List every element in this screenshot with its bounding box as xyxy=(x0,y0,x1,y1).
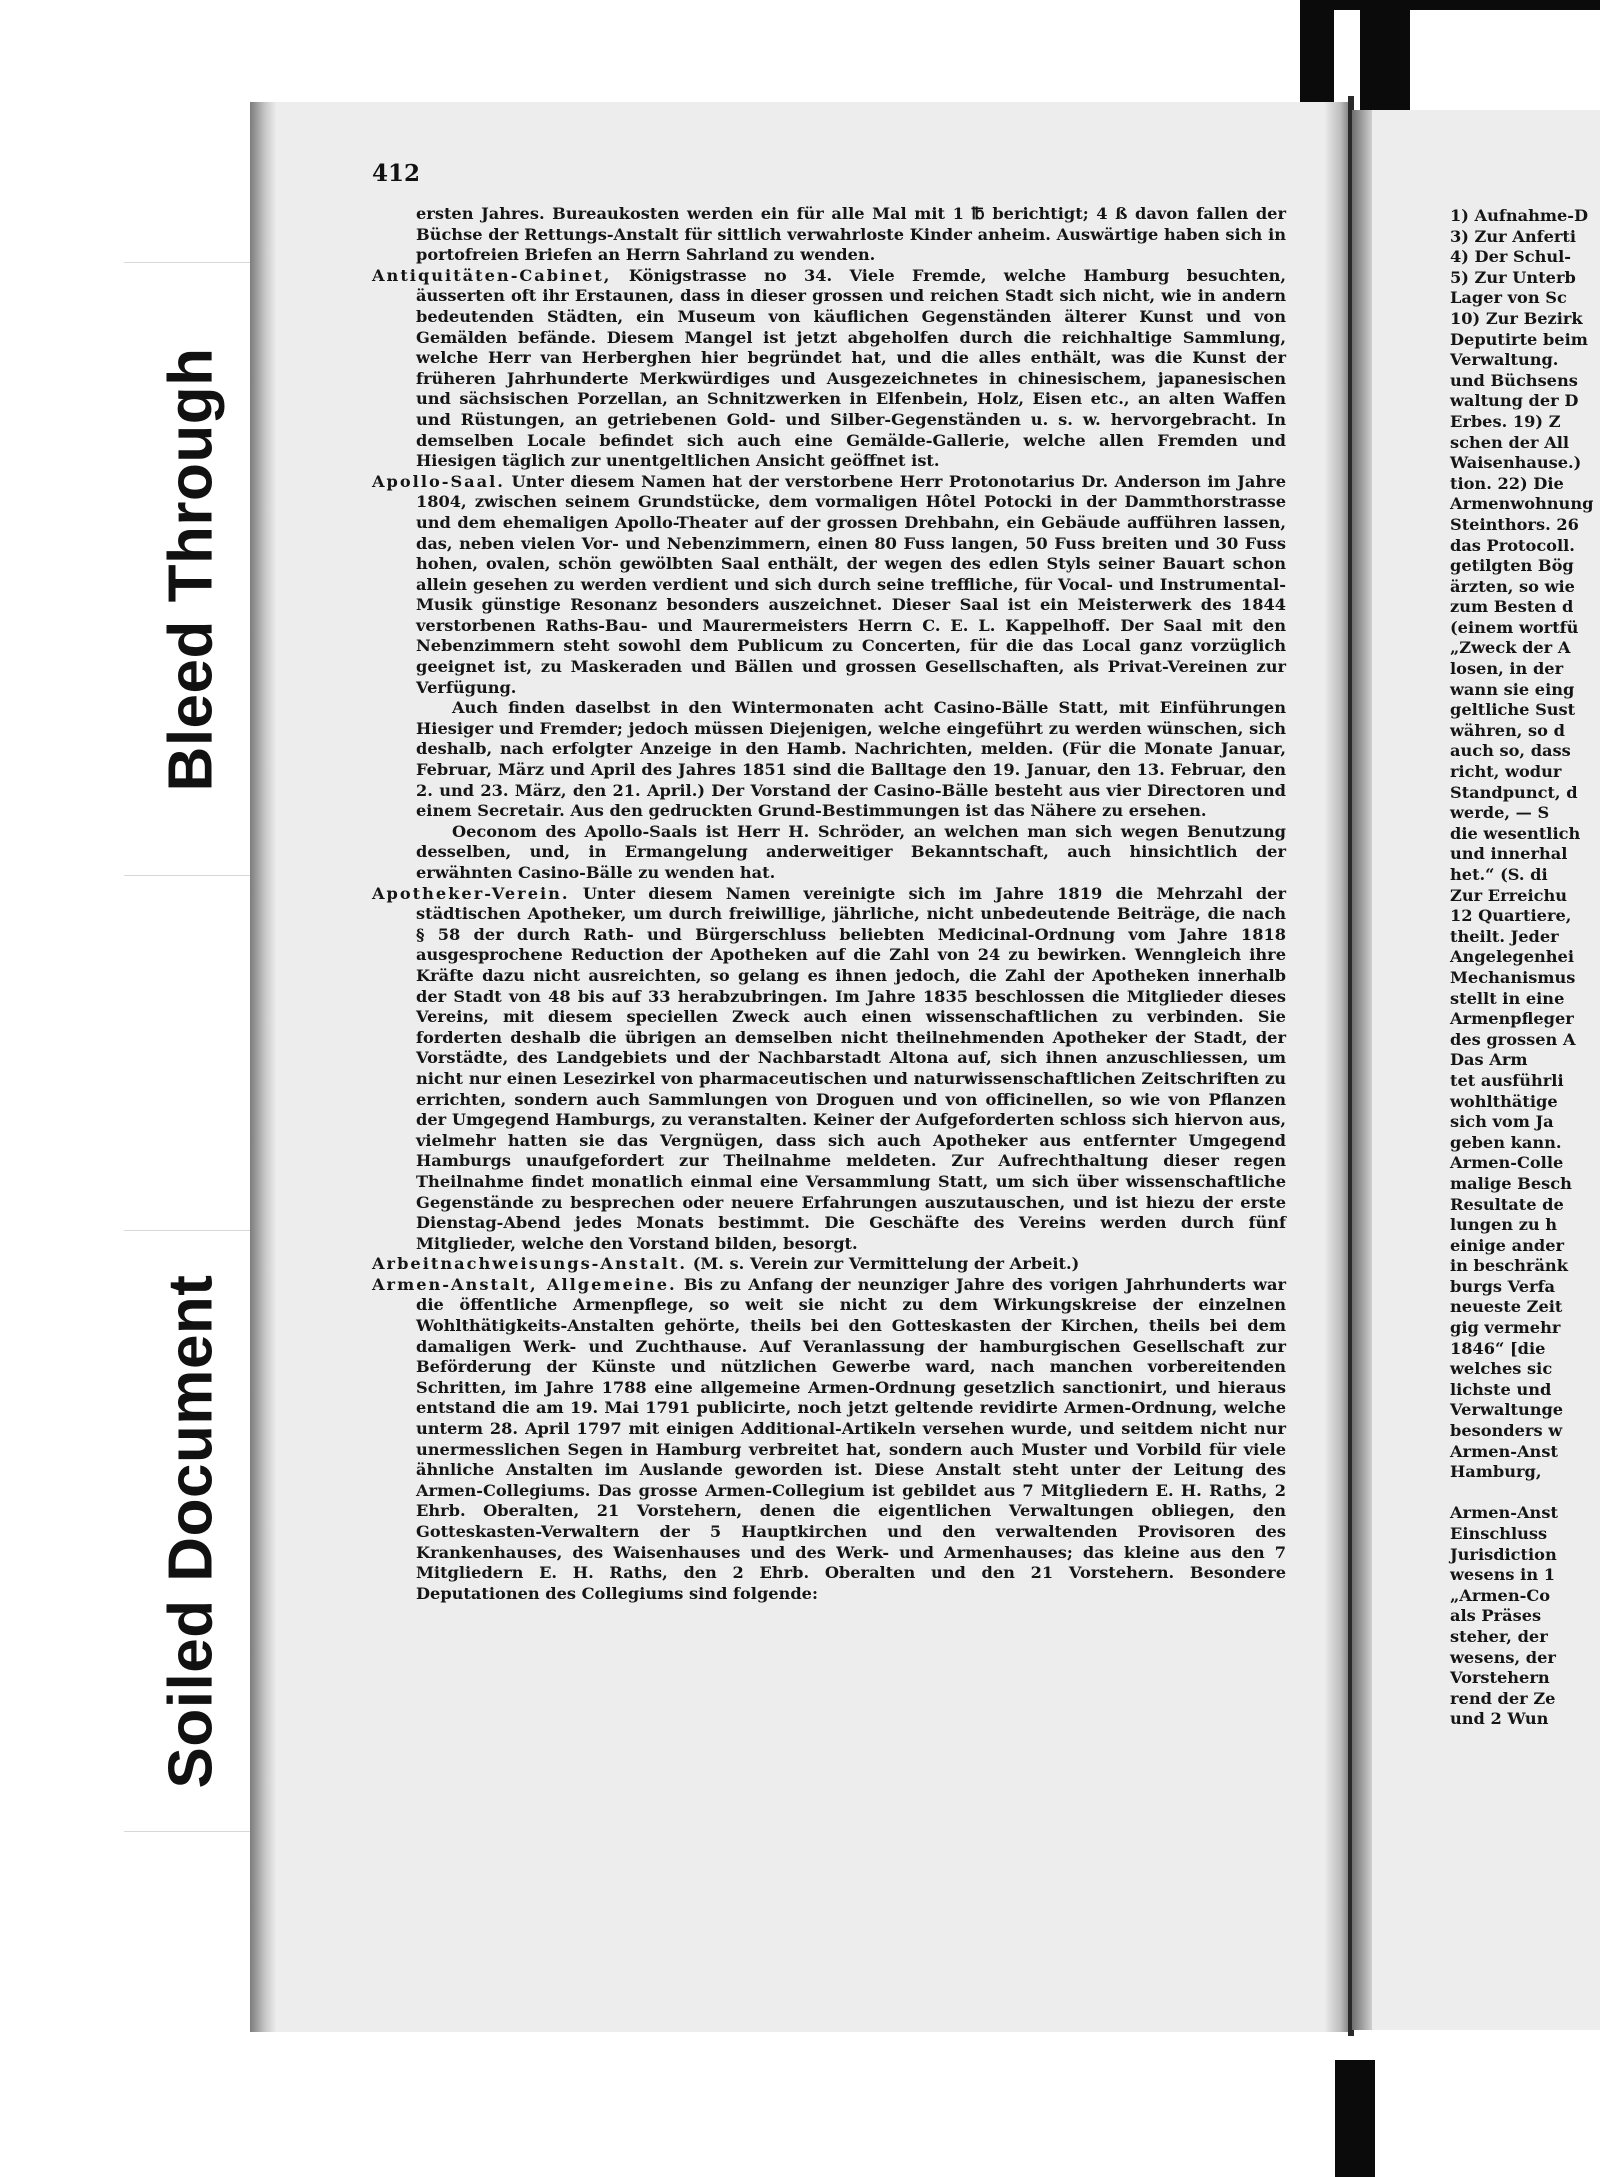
right-page-line: geltliche Sust xyxy=(1450,700,1576,720)
entry-text: Bis zu Anfang der neunziger Jahre des vorigen Jahrhunderts war die öffentliche Armenpflege, so weit sie nicht zu dem Wirkungskreise der einzelnen Wohlthätigkeits-Anstalten gehörte, theils bei den Gotteskasten der Kirchen, theils bei dem damaligen Werk- und Zuchthause. Auf Veranlassung der hamburgischen Gesellschaft zur Beförderung der Künste und nützlichen Gewerbe ward, nach manchen vorbereitenden Schritten, im Jahre 1788 eine allgemeine Armen-Ordnung gesetzlich sanctionirt, und hieraus entstand die am 19. Mai 1791 publicirte, noch jetzt geltende revidirte Armen-Ordnung, welche unterm 28. April 1797 mit einigen Additional-Artikeln versehen wurde, und seitdem nicht nur unermesslichen Segen in Hamburg verbreitet hat, sondern auch Muster und Vorbild für viele ähnliche Anstalten im Auslande geworden ist. Diese Anstalt steht unter der Leitung des Armen-Collegiums. Das grosse Armen-Collegium ist gebildet aus 7 Mitgliedern E. H. Raths, 2 Ehrb. Oberalten, 21 Vorstehern, denen die eigentlichen Verwaltungen obliegen, den Gotteskasten-Verwaltern der 5 Hauptkirchen und den verwaltenden Provisoren des Krankenhauses, des Waisenhauses und des Werk- und Armenhauses; das kleine aus den 7 Mitgliedern E. H. Raths, den 2 Ehrb. Oberalten und den 21 Vorstehern. Besondere Deputationen des Collegiums sind folgende: xyxy=(416,1274,1286,1603)
right-page-line: die wesentlich xyxy=(1450,823,1581,843)
right-page-line: 12 Quartiere, xyxy=(1450,906,1572,926)
paragraph xyxy=(372,822,1286,884)
left-page-text xyxy=(372,204,1286,1604)
right-page-line: als Präses xyxy=(1450,1606,1542,1626)
right-page-line: und Büchsens xyxy=(1450,370,1578,390)
right-page-line: 3) Zur Anferti xyxy=(1450,226,1577,246)
right-page-line: wohlthätige xyxy=(1450,1091,1558,1111)
right-page-text xyxy=(1450,206,1600,1730)
right-page-line: steher, der xyxy=(1450,1626,1548,1646)
right-page-line: sich vom Ja xyxy=(1450,1112,1554,1132)
right-page-line: Armen-Anst xyxy=(1450,1441,1558,1461)
right-page-line: losen, in der xyxy=(1450,659,1564,679)
right-page-line: het.“ (S. di xyxy=(1450,865,1548,884)
right-page-line: wesens, der xyxy=(1450,1647,1556,1667)
entry-text: (M. s. Verein zur Vermittelung der Arbeit.) xyxy=(687,1254,1080,1274)
right-page-line: neueste Zeit xyxy=(1450,1297,1563,1317)
right-page-line: Resultate de xyxy=(1450,1194,1564,1214)
left-page-edge-shadow xyxy=(250,102,276,2032)
right-page-line: Steinthors. 26 xyxy=(1450,514,1579,534)
right-page-line: und innerhal xyxy=(1450,844,1568,864)
right-page-edge-shadow xyxy=(1352,110,1372,2030)
bleed-through-label: Bleed Through xyxy=(156,347,226,791)
soiled-document-tab xyxy=(124,1230,259,1832)
right-page-line: Armenwohnung xyxy=(1450,494,1594,514)
right-page-line: theilt. Jeder xyxy=(1450,926,1559,946)
entry-text: Unter diesem Namen hat der verstorbene Herr Protonotarius Dr. Anderson im Jahre 1804, zwischen seinem Grundstücke, dem vormaligen Hôtel Potocki in der Dammthorstrasse und dem ehemaligen Apollo-Theater auf der grossen Drehbahn, ein Gebäude aufführen lassen, das, neben vielen Vor- und Nebenzimmern, einen 80 Fuss langen, 50 Fuss breiten und 30 Fuss hohen, ovalen, schön gewölbten Saal enthält, der wegen des edlen Styls seiner Bauart schon allein gesehen zu werden verdient und sich durch seine treffliche, für Vocal- und Instrumental-Musik günstige Resonanz besonders auszeichnet. Dieser Saal ist ein Meisterwerk des 1844 verstorbenen Raths-Bau- und Maurermeisters Herrn C. E. L. Kappelhoff. Der Saal mit den Nebenzimmern steht sowohl dem Publicum zu Concerten, für die das Local ganz vorzüglich geeignet ist, zu Maskeraden und Bällen und grossen Gesellschaften, als Privat-Vereinen zur Verfügung. xyxy=(416,471,1286,697)
right-page-line: das Protocoll. xyxy=(1450,535,1575,555)
right-page-line: gig vermehr xyxy=(1450,1318,1561,1338)
entry-text: Oeconom des Apollo-Saals ist Herr H. Schröder, an welchen man sich wegen Benutzung desselben, und, in Ermangelung anderweitiger Bekanntschaft, auch hinsichtlich der erwähnten Casino-Bälle zu wenden hat. xyxy=(416,821,1286,882)
soiled-document-label: Soiled Document xyxy=(156,1274,226,1788)
paragraph xyxy=(372,472,1286,699)
right-page-line: Mechanismus xyxy=(1450,967,1576,987)
right-page-line: Angelegenhei xyxy=(1450,947,1574,967)
paragraph xyxy=(372,204,1286,266)
right-page-line: Jurisdiction xyxy=(1450,1544,1557,1564)
paragraph xyxy=(372,1275,1286,1605)
right-page-line: 4) Der Schul- xyxy=(1450,247,1572,267)
right-page-line: tion. 22) Die xyxy=(1450,473,1564,493)
page-number: 412 xyxy=(372,160,421,187)
entry-term: Armen-Anstalt, Allgemeine. xyxy=(372,1274,677,1294)
right-page-line: geben kann. xyxy=(1450,1132,1562,1152)
right-page-line: schen der All xyxy=(1450,432,1570,452)
right-page-line: Deputirte beim xyxy=(1450,329,1588,349)
right-page-line: waltung der D xyxy=(1450,391,1579,411)
paragraph xyxy=(372,266,1286,472)
right-page-line: burgs Verfa xyxy=(1450,1276,1556,1296)
right-page-line: „Zweck der A xyxy=(1450,638,1571,658)
right-page-line: Zur Erreichu xyxy=(1450,885,1567,905)
right-page-line: Hamburg, xyxy=(1450,1462,1542,1482)
entry-text: Unter diesem Namen vereinigte sich im Jahre 1819 die Mehrzahl der städtischen Apotheker, um durch freiwillige, jährliche, nicht unbedeutende Beiträge, die nach § 58 der durch Rath- und Bürgerschluss beliebten Medicinal-Ordnung vom Jahre 1818 ausgesprochene Reduction der Apotheken auf die Zahl von 24 zu bewirken. Wenngleich ihre Kräfte dazu nicht ausreichten, so gelang es ihnen jedoch, die Zahl der Apotheken innerhalb der Stadt von 48 bis auf 33 herabzubringen. Im Jahre 1835 beschlossen die Mitglieder dieses Vereins, mit diesem speciellen Zweck auch einen wissenschaftlichen zu verbinden. Sie forderten deshalb die übrigen an demselben nicht theilnehmenden Apotheker der Stadt, der Vorstädte, des Landgebiets und der Nachbarstadt Altona auf, sich ihnen anzuschliessen, um nicht nur einen Lesezirkel von pharmaceutischen und naturwissenschaftlichen Zeitschriften zu errichten, sondern auch Sammlungen von Droguen und von officinellen, so wie von Pflanzen der Umgegend Hamburgs, zu veranstalten. Keiner der Aufgeforderten schloss sich hiervon aus, vielmehr hatten sie das Vergnügen, dass sich auch Apotheker aus entfernter Umgegend Hamburgs unaufgefordert zur Theilnahme meldeten. Zur Aufrechthaltung dieser regen Theilnahme findet monatlich einmal eine Versammlung Statt, um sich über wissenschaftliche Gegenstände zu besprechen oder neuere Erfahrungen auszutauschen, und ist hiezu der erste Dienstag-Abend jedes Monats bestimmt. Die Geschäfte des Vereins werden durch fünf Mitglieder, welche den Vorstand bilden, besorgt. xyxy=(416,883,1286,1253)
right-page-line: welches sic xyxy=(1450,1359,1553,1379)
right-page-line: lichste und xyxy=(1450,1379,1552,1399)
right-page-line: Verwaltung. xyxy=(1450,350,1559,370)
right-page-line: richt, wodur xyxy=(1450,762,1562,782)
paragraph xyxy=(372,1254,1286,1275)
entry-term: Apotheker-Verein. xyxy=(372,883,570,903)
right-page xyxy=(1352,110,1600,2030)
right-page-line: Armen-Colle xyxy=(1450,1153,1564,1173)
right-page-line: des grossen A xyxy=(1450,1029,1576,1049)
right-page-line: ärzten, so wie xyxy=(1450,576,1575,596)
right-page-line: währen, so d xyxy=(1450,720,1565,740)
right-page-line: 1) Aufnahme-D xyxy=(1450,206,1589,225)
entry-text: Königstrasse no 34. Viele Fremde, welche Hamburg besuchten, äusserten oft ihr Erstaunen, dass in dieser grossen und reichen Stadt sich nicht, wie in andern bedeutenden Städten, ein Museum von käuflichen Gegenständen älterer Kunst und von Gemälden befände. Diesem Mangel ist jetzt abgeholfen durch die reichhaltige Sammlung, welche Herr van Herberghen hier begründet hat, und die alles enthält, was die Kunst der früheren Jahrhunderte Merkwürdiges und Ausgezeichnetes in chinesischem, japanesischen und sächsischen Porzellan, an Schnitzwerken in Elfenbein, Holz, Eisen etc., an alten Waffen und Rüstungen, an getriebenen Gold- und Silber-Gegenständen u. s. w. hervorgebracht. In demselben Locale befindet sich auch eine Gemälde-Gallerie, welche allen Fremden und Hiesigen täglich zur unentgeltlichen Ansicht geöffnet ist. xyxy=(416,265,1286,471)
bleed-through-tab xyxy=(124,262,259,876)
right-page-line: Standpunct, d xyxy=(1450,782,1578,802)
right-page-line: (einem wortfü xyxy=(1450,617,1579,637)
right-page-line: werde, — S xyxy=(1450,803,1550,823)
right-page-line: getilgten Bög xyxy=(1450,556,1574,576)
right-page-line: in beschränk xyxy=(1450,1256,1568,1276)
right-page-line: Waisenhause.) xyxy=(1450,453,1582,473)
right-page-line: wann sie eing xyxy=(1450,679,1575,699)
right-page-line: Einschluss xyxy=(1450,1524,1548,1543)
right-page-line: Armen-Anst xyxy=(1450,1503,1558,1523)
scan-border-top xyxy=(1300,0,1600,10)
right-page-line: besonders w xyxy=(1450,1421,1563,1441)
scan-border-right-band xyxy=(1300,0,1334,110)
right-page-line: Verwaltunge xyxy=(1450,1400,1564,1420)
right-page-line: zum Besten d xyxy=(1450,597,1574,617)
right-page-line: Armenpfleger xyxy=(1450,1009,1574,1029)
right-page-line: Erbes. 19) Z xyxy=(1450,411,1561,431)
entry-term: Apollo-Saal. xyxy=(372,471,505,491)
right-page-line: lungen zu h xyxy=(1450,1215,1558,1235)
right-page-line: einige ander xyxy=(1450,1235,1565,1255)
right-page-line: tet ausführli xyxy=(1450,1070,1564,1090)
right-page-line: wesens in 1 xyxy=(1450,1565,1555,1585)
right-page-line: Vorstehern xyxy=(1450,1668,1550,1688)
right-page-line: 1846“ [die xyxy=(1450,1338,1546,1358)
right-page-line xyxy=(1450,1483,1600,1504)
entry-text: Auch finden daselbst in den Wintermonaten acht Casino-Bälle Statt, mit Einführungen Hiesiger und Fremder; jedoch müssen Diejenigen, welche eingeführt zu werden wünschen, sich deshalb, nach erfolgter Anzeige in den Hamb. Nachrichten, melden. (Für die Monate Januar, Februar, März und April des Jahres 1851 sind die Balltage den 19. Januar, den 13. Februar, den 2. und 23. März, den 21. April.) Der Vorstand der Casino-Bälle besteht aus vier Directoren und einem Secretair. Aus den gedruckten Grund-Bestimmungen ist das Nähere zu ersehen. xyxy=(416,698,1286,821)
right-page-line: auch so, dass xyxy=(1450,741,1571,761)
paragraph xyxy=(372,698,1286,822)
right-page-line: und 2 Wun xyxy=(1450,1709,1549,1729)
scan-border-top-right xyxy=(1360,0,1410,118)
left-page-gutter-shadow xyxy=(1324,102,1348,2032)
right-page-line: „Armen-Co xyxy=(1450,1585,1550,1605)
right-page-line: stellt in eine xyxy=(1450,988,1565,1008)
right-page-line: 10) Zur Bezirk xyxy=(1450,308,1583,328)
scan-border-bottom-right xyxy=(1335,2060,1375,2177)
right-page-line: 5) Zur Unterb xyxy=(1450,267,1576,287)
entry-term: Arbeitnachweisungs-Anstalt. xyxy=(372,1254,688,1274)
right-page-line: rend der Ze xyxy=(1450,1688,1556,1708)
paragraph xyxy=(372,884,1286,1255)
right-page-line: Lager von Sc xyxy=(1450,288,1567,308)
right-page-line: Das Arm xyxy=(1450,1050,1528,1070)
entry-text: ersten Jahres. Bureaukosten werden ein für alle Mal mit 1 ℔ berichtigt; 4 ß davon fallen der Büchse der Rettungs-Anstalt für sittlich verwahrloste Kinder anheim. Auswärtige haben sich in portofreien Briefen an Herrn Sahrland zu wenden. xyxy=(416,204,1286,265)
entry-term: Antiquitäten-Cabinet, xyxy=(372,265,612,285)
right-page-line: malige Besch xyxy=(1450,1173,1572,1193)
